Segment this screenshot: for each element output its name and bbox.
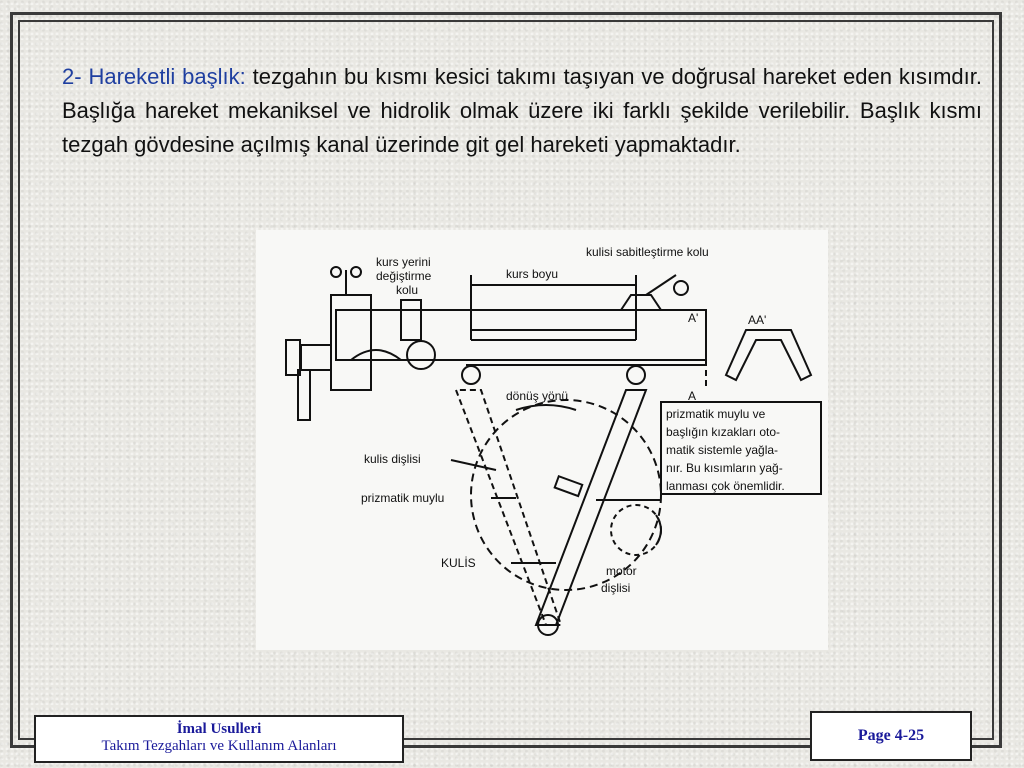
footer-title: İmal Usulleri — [176, 721, 262, 737]
fixing-lever-base — [621, 295, 661, 310]
diagram-svg — [256, 230, 828, 650]
motor-gear — [611, 505, 661, 555]
screw-handle-left — [331, 267, 341, 277]
label-motor: motor — [606, 564, 637, 578]
leader-kulis-dislisi — [451, 460, 496, 470]
footer-course-box — [34, 715, 404, 763]
fixing-lever-knob — [674, 281, 688, 295]
cutting-tool — [298, 370, 310, 420]
label-degistirme: değiştirme — [376, 269, 432, 283]
note-line: prizmatik muylu ve — [666, 407, 766, 421]
stroke-position-lever — [401, 300, 421, 340]
label-kulisi-sabitlestirme: kulisi sabitleştirme kolu — [586, 245, 709, 259]
ram-curve — [351, 350, 401, 360]
ram-body — [336, 310, 706, 360]
label-kolu: kolu — [396, 283, 419, 297]
label-a-prime: A' — [688, 311, 699, 325]
tool-holder — [301, 345, 331, 370]
label-donus-yonu: dönüş yönü — [506, 389, 569, 403]
shaper-mechanism-diagram — [256, 230, 828, 650]
label-kurs-boyu: kurs boyu — [506, 267, 559, 281]
rail-pivot-left — [462, 366, 480, 384]
label-kulis-dislisi: kulis dişlisi — [364, 452, 421, 466]
slotted-arm-dashed — [456, 390, 561, 625]
bevel-gear — [407, 341, 435, 369]
label-a: A — [688, 389, 697, 403]
label-kurs-yerini: kurs yerini — [376, 255, 431, 269]
note-line: lanması çok önemlidir. — [666, 479, 785, 493]
bull-gear — [471, 400, 661, 590]
note-line: başlığın kızakları oto- — [666, 425, 781, 439]
label-aa-prime: AA' — [748, 313, 767, 327]
label-prizmatik-muylu: prizmatik muylu — [361, 491, 445, 505]
screw-handle-right — [351, 267, 361, 277]
footer-subtitle: Takım Tezgahları ve Kullanım Alanları — [101, 738, 337, 754]
note-line: nır. Bu kısımların yağ- — [666, 461, 783, 475]
section-heading: 2- Hareketli başlık: — [62, 64, 246, 89]
crank-block — [555, 476, 583, 496]
label-motor-dislisi: dişlisi — [601, 581, 631, 595]
label-kulis: KULİS — [441, 556, 476, 570]
body-paragraph — [62, 60, 982, 162]
note-line: matik sistemle yağla- — [666, 443, 779, 457]
ram-cross-section — [726, 330, 811, 380]
footer-page-number: Page 4-25 — [810, 711, 972, 761]
rail-pivot-right — [627, 366, 645, 384]
motor-rotation-arrow — [656, 515, 661, 545]
body-text: tezgahın bu kısmı kesici takımı taşıyan ve doğrusal hareket eden kısımdır. Başlığa hareket mekaniksel ve hidrolik olmak üzere iki farklı şekilde verilebilir. Başlık kısmı tezgah gövdesine açılmış kanal üzerinde git gel hareketi yapmaktadır. — [62, 64, 982, 157]
fixing-lever-arm — [646, 275, 676, 295]
